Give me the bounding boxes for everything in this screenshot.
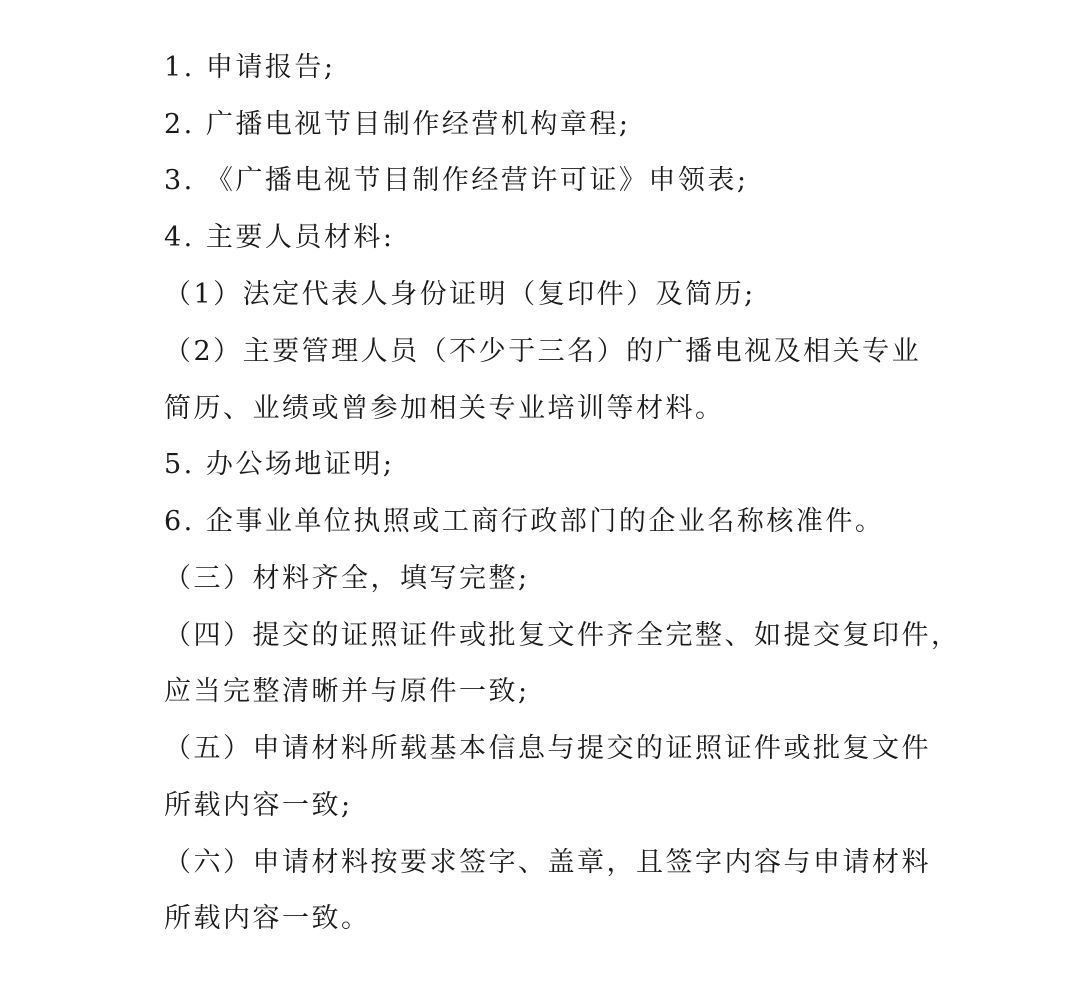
text-line: （1）法定代表人身份证明（复印件）及简历; [164, 279, 756, 310]
text-line: 1. 申请报告; [164, 52, 336, 83]
text-line: 3. 《广播电视节目制作经营许可证》申领表; [164, 165, 749, 196]
text-line: （四）提交的证照证件或批复文件齐全完整、如提交复印件， [164, 620, 961, 651]
text-line: 简历、业绩或曾参加相关专业培训等材料。 [164, 393, 725, 424]
text-line: 所载内容一致。 [164, 903, 371, 934]
text-line: （2）主要管理人员（不少于三名）的广播电视及相关专业 [164, 336, 922, 367]
text-line: 6. 企事业单位执照或工商行政部门的企业名称核准件。 [164, 506, 885, 537]
text-line: （五）申请材料所载基本信息与提交的证照证件或批复文件 [164, 733, 931, 764]
text-line: （六）申请材料按要求签字、盖章，且签字内容与申请材料 [164, 847, 931, 878]
text-line: 4. 主要人员材料: [164, 222, 395, 253]
text-line: 5. 办公场地证明; [164, 449, 395, 480]
text-line: 应当完整清晰并与原件一致; [164, 676, 530, 707]
text-line: （三）材料齐全，填写完整; [164, 563, 530, 594]
text-line: 所载内容一致; [164, 790, 353, 821]
text-line: 2. 广播电视节目制作经营机构章程; [164, 109, 631, 140]
